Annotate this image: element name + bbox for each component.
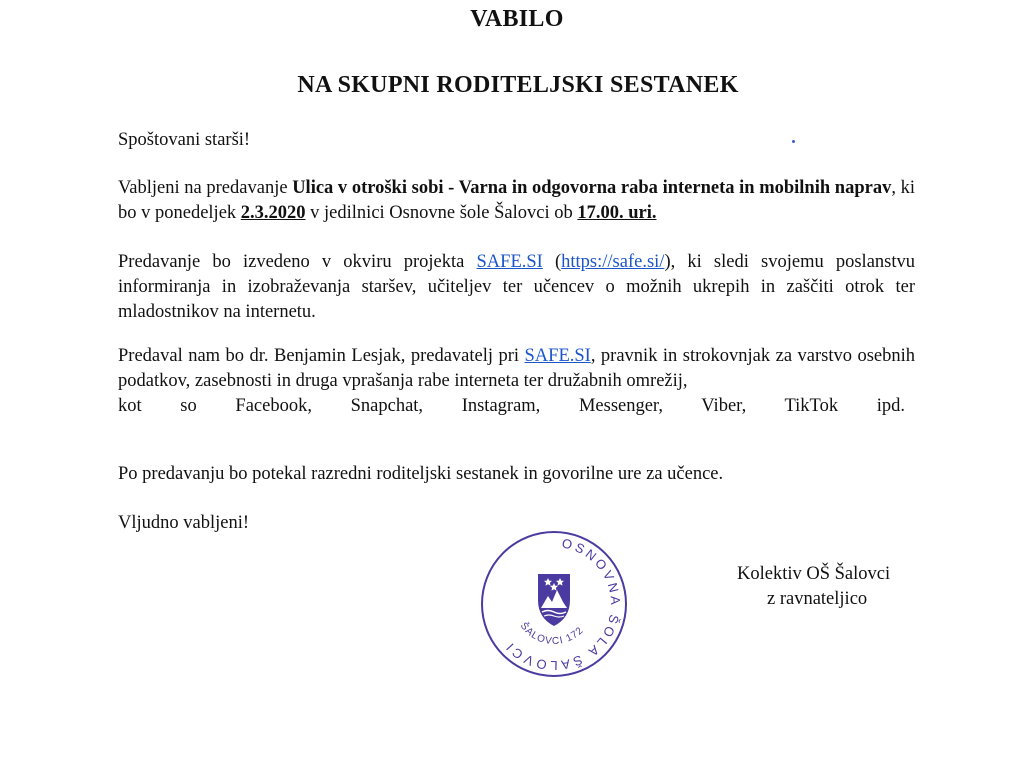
stamp-address: ŠALOVCI 172 xyxy=(517,620,587,648)
speaker-safe-si-link[interactable]: SAFE.SI xyxy=(524,346,591,366)
meeting-paragraph: Po predavanju bo potekal razredni roditeljski sestanek in govorilne ure za učence. xyxy=(118,464,724,484)
project-paragraph xyxy=(118,250,915,325)
speaker-social-networks: kot so Facebook, Snapchat, Instagram, Messenger, Viber, TikTok ipd. xyxy=(118,396,905,416)
invitation-text-2: , ki bo v ponedeljek xyxy=(118,178,916,223)
lecture-date: 2.3.2020 xyxy=(240,203,306,223)
safe-si-link[interactable]: SAFE.SI xyxy=(476,252,543,272)
slovenia-coat-of-arms-icon xyxy=(538,574,570,626)
invitation-paragraph xyxy=(118,176,915,226)
lecture-title: Ulica v otroški sobi - Varna in odgovorna raba interneta in mobilnih naprav xyxy=(292,178,892,198)
safe-si-url-link[interactable]: https://safe.si/ xyxy=(561,252,665,272)
signature-principal: z ravnateljico xyxy=(767,589,868,609)
closing-line: Vljudno vabljeni! xyxy=(118,513,250,533)
speaker-paragraph xyxy=(118,344,915,419)
document-subtitle: NA SKUPNI RODITELJSKI SESTANEK xyxy=(297,72,739,98)
speaker-text-2: , pravnik in strokovnjak za varstvo osebnih podatkov, zasebnosti in druga vprašanja rabe interneta ter družabnih omrežij, xyxy=(118,346,915,391)
lecture-time: 17.00. uri. xyxy=(577,203,657,223)
document-title: VABILO xyxy=(470,6,564,32)
school-stamp xyxy=(478,528,630,680)
signature-collective: Kolektiv OŠ Šalovci xyxy=(737,564,891,584)
invitation-text-1: Vabljeni na predavanje xyxy=(118,178,293,198)
invitation-text-3: v jedilnici Osnovne šole Šalovci ob xyxy=(305,203,578,223)
ink-speck xyxy=(792,140,795,143)
project-text-3: ), ki sledi svojemu poslanstvu informiranja in izobraževanja staršev, učiteljev ter učencev o možnih ukrepih in zaščiti otrok ter mladostnikov na internetu. xyxy=(118,252,915,322)
project-text-1: Predavanje bo izvedeno v okviru projekta xyxy=(118,252,477,272)
greeting: Spoštovani starši! xyxy=(118,130,251,150)
project-text-2: ( xyxy=(542,252,562,272)
stamp-ring-text: OSNOVNA ŠOLA ŠALOVCI xyxy=(501,535,624,674)
speaker-text-1: Predaval nam bo dr. Benjamin Lesjak, predavatelj pri xyxy=(118,346,525,366)
